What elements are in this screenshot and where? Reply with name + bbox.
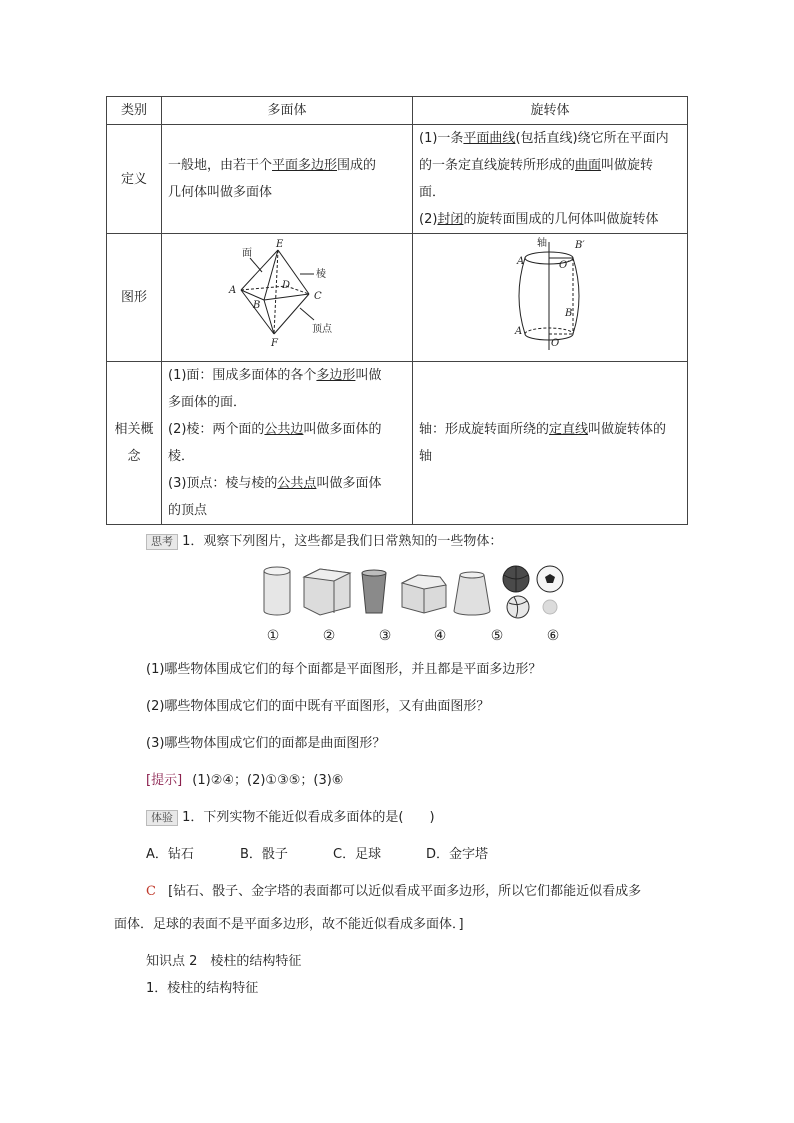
label-rot-A: A: [515, 325, 523, 337]
option-a: A．钻石: [146, 847, 194, 862]
hint-text: (1)②④；(2)①③⑤；(3)⑥: [192, 773, 344, 788]
pentagonal-prism-icon: [402, 575, 446, 613]
barrel-rotation-diagram: [419, 236, 681, 360]
label-edge: 棱: [316, 268, 326, 280]
object-number-2: ②: [322, 628, 336, 644]
table-header-row: [107, 97, 688, 125]
object-number-5: ⑤: [490, 628, 504, 644]
answer-explanation-line1: C [钻石、骰子、金字塔的表面都可以近似看成平面多边形，所以它们都能近似看成多: [146, 884, 642, 899]
label-D: D: [282, 279, 291, 291]
label-F: F: [271, 337, 278, 349]
question-2: (2)哪些物体围成它们的面中既有平面图形，又有曲面图形？: [146, 699, 490, 714]
label-O: O: [551, 337, 560, 349]
think-tag: 思考: [146, 534, 178, 550]
answer-letter: C: [146, 884, 156, 899]
row-label-definition: 定义: [107, 125, 162, 234]
box-icon: [304, 569, 350, 615]
header-rotation-body: 旋转体: [413, 97, 688, 125]
label-B-prime: B′: [575, 239, 585, 251]
question-3: (3)哪些物体围成它们的面都是曲面图形？: [146, 736, 386, 751]
option-d: D．金字塔: [426, 847, 489, 862]
option-c: C．足球: [333, 847, 382, 862]
question-1: (1)哪些物体围成它们的每个面都是平面图形，并且都是平面多边形？: [146, 662, 542, 677]
row-label-concepts: 相关概 念: [107, 362, 162, 525]
label-vertex: 顶点: [312, 323, 332, 335]
comparison-table: [106, 96, 688, 525]
rotation-figure-cell: [413, 234, 688, 362]
label-rot-B: B: [565, 307, 573, 319]
label-B: B: [253, 299, 261, 311]
row-label-figure: 图形: [107, 234, 162, 362]
table-row-definition: [107, 125, 688, 234]
label-axis: 轴: [537, 237, 547, 249]
label-A-prime: A′: [517, 255, 527, 267]
polyhedron-definition: 一般地，由若干个平面多边形围成的 几何体叫做多面体: [162, 125, 413, 234]
object-number-4: ④: [433, 628, 447, 644]
section-subtitle: 1．棱柱的结构特征: [146, 981, 259, 996]
rotation-concepts: 轴：形成旋转面所绕的定直线叫做旋转体的 轴: [413, 362, 688, 525]
octahedron-diagram: [168, 236, 406, 360]
answer-explanation-line2: 面体．足球的表面不是平面多边形，故不能近似看成多面体．]: [114, 917, 464, 932]
header-category: 类别: [107, 97, 162, 125]
object-number-3: ③: [378, 628, 392, 644]
label-E: E: [276, 238, 284, 250]
cylinder-icon: [264, 567, 290, 615]
polyhedron-figure-cell: [162, 234, 413, 362]
objects-illustration: [258, 563, 568, 627]
object-number-1: ①: [266, 628, 280, 644]
option-b: B．骰子: [240, 847, 288, 862]
hint-tag: [提示]: [146, 773, 183, 788]
object-number-6: ⑥: [546, 628, 560, 644]
frustum-icon: [454, 572, 490, 615]
cup-icon: [362, 570, 386, 613]
section-title: 知识点 2 棱柱的结构特征: [146, 954, 302, 969]
label-A: A: [229, 284, 237, 296]
polyhedron-concepts: (1)面：围成多面体的各个多边形叫做 多面体的面． (2)棱：两个面的公共边叫做多面体的 棱． (3)顶点：棱与棱的公共点叫做多面体 的顶点: [162, 362, 413, 525]
think-question: 思考 1．观察下列图片，这些都是我们日常熟知的一些物体：: [146, 530, 502, 550]
balls-icon: [503, 566, 563, 618]
label-C: C: [314, 290, 322, 302]
header-polyhedron: 多面体: [162, 97, 413, 125]
experience-question: 体验 1．下列实物不能近似看成多面体的是( ): [146, 806, 435, 826]
table-row-figure: [107, 234, 688, 362]
label-O-prime: O′: [559, 259, 570, 271]
label-face: 面: [242, 247, 252, 259]
experience-tag: 体验: [146, 810, 178, 826]
table-row-concepts: [107, 362, 688, 525]
hint-line: [146, 769, 343, 788]
rotation-definition: (1)一条平面曲线(包括直线)绕它所在平面内 的一条定直线旋转所形成的曲面叫做旋转 面． (2)封闭的旋转面围成的几何体叫做旋转体: [413, 125, 688, 234]
